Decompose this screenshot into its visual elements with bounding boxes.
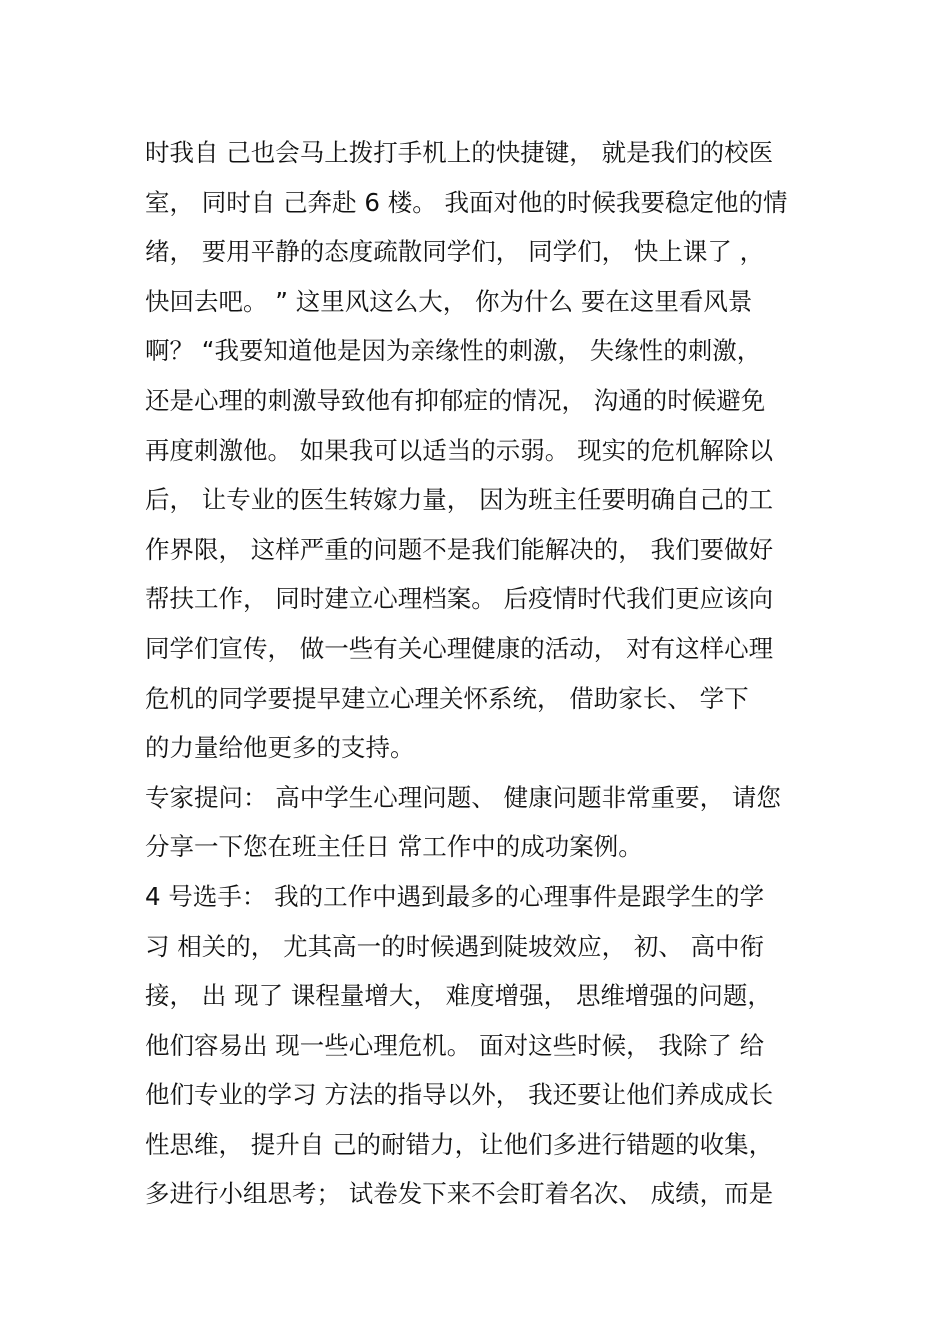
text-line: 快回去吧。 ” 这里风这么大， 你为什么 要在这里看风景 [145,286,753,316]
document-body [145,128,815,1219]
text-line: 时我自 己也会马上拨打手机上的快捷键， 就是我们的校医 [145,138,774,167]
text-line: 还是心理的刺激导致他有抑郁症的情况， 沟通的时候避免 [145,385,766,415]
text-line: 习 相关的， 尤其高一的时候遇到陡坡效应， 初、 高中衔 [145,931,765,961]
text-line: 专家提问： 高中学生心理问题、 健康问题非常重要， 请您 [145,782,781,812]
text-line: 分享一下您在班主任日 常工作中的成功案例。 [145,832,643,862]
text-line: 绪， 要用平静的态度疏散同学们， 同学们， 快上课了 ， [145,237,765,267]
text-line: 后， 让专业的医生转嫁力量， 因为班主任要明确自己的工 [145,485,774,515]
text-line: 4 号选手： 我的工作中遇到最多的心理事件是跟学生的学 [145,881,765,911]
text-line: 啊？ “我要知道他是因为亲缘性的刺激， 失缘性的刺激， [145,336,762,366]
text-line: 作界限， 这样严重的问题不是我们能解决的， 我们要做好 [145,534,774,564]
text-line: 的力量给他更多的支持。 [145,733,415,763]
text-line: 他们容易出 现一些心理危机。 面对这些时候， 我除了 给 [145,1030,765,1060]
text-line: 他们专业的学习 方法的指导以外， 我还要让他们养成成长 [145,1080,774,1110]
text-line: 帮扶工作， 同时建立心理档案。 后疫情时代我们更应该向 [145,584,774,614]
text-line: 多进行小组思考； 试卷发下来不会盯着名次、 成绩，而是 [145,1179,774,1209]
text-line: 同学们宣传， 做一些有关心理健康的活动， 对有这样心理 [145,633,774,663]
text-line: 性思维， 提升自 己的耐错力，让他们多进行错题的收集， [145,1129,774,1159]
text-line: 危机的同学要提早建立心理关怀系统， 借助家长、 学下 [145,683,749,713]
text-line: 再度刺激他。 如果我可以适当的示弱。 现实的危机解除以 [145,435,774,465]
text-line: 室， 同时自 己奔赴 6 楼。 我面对他的时候我要稳定他的情 [145,187,788,217]
text-line: 接， 出 现了 课程量增大， 难度增强， 思维增强的问题， [145,981,772,1011]
